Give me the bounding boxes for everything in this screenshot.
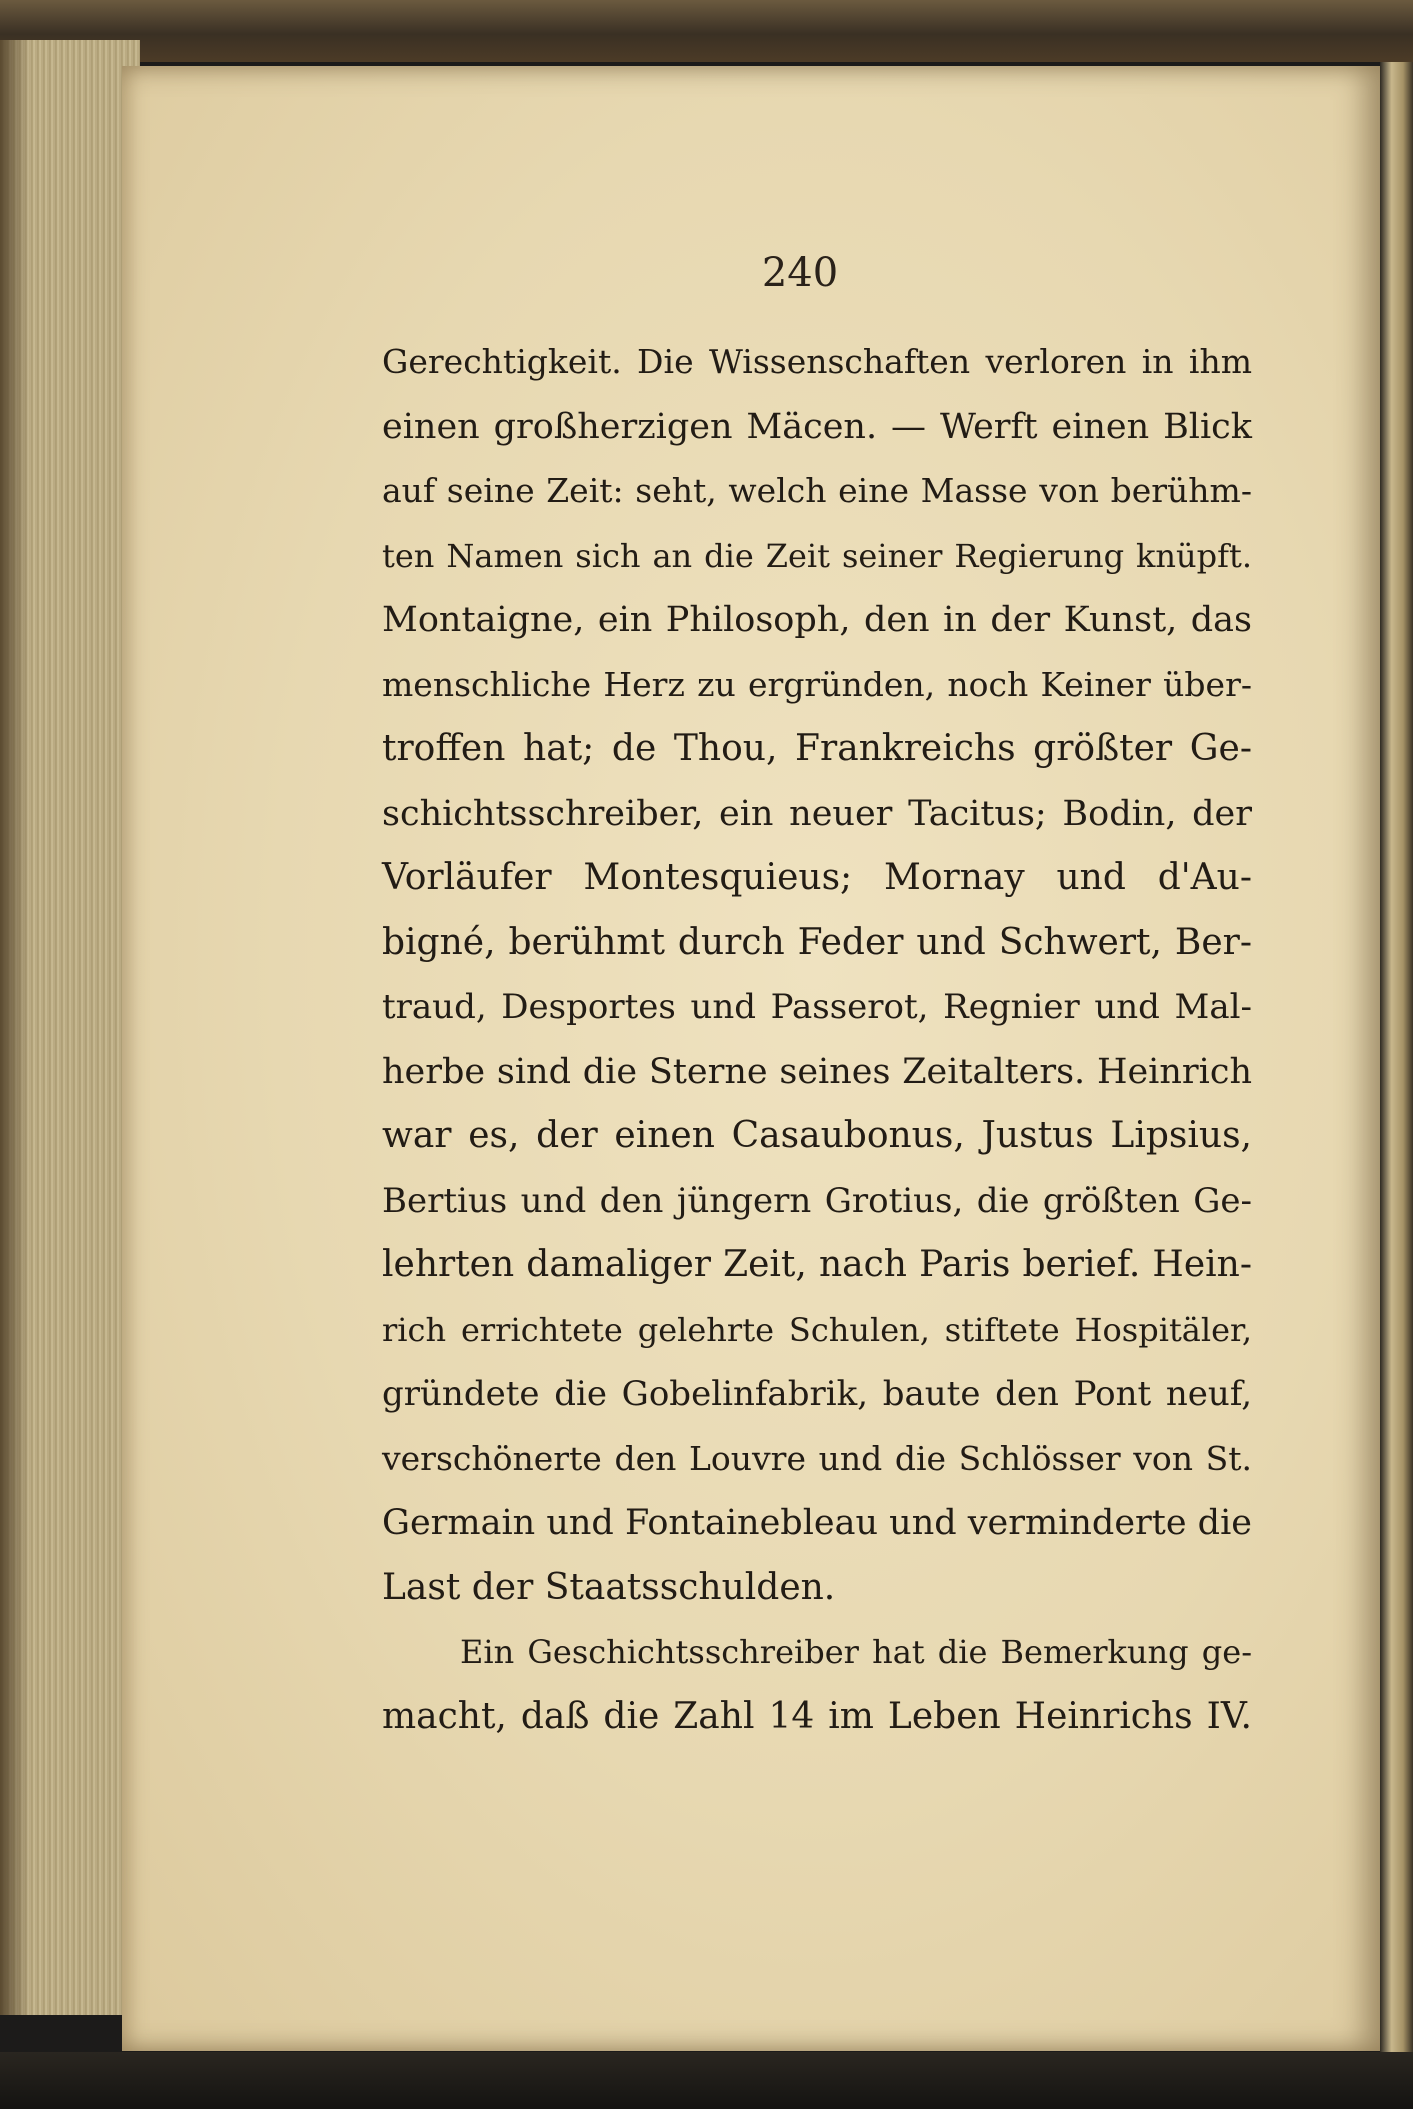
- page-number: 240: [761, 250, 839, 296]
- text-line: gründete die Gobelinfabrik, baute den Pont neuf,: [382, 1374, 1252, 1414]
- text-line: verschönerte den Louvre und die Schlösser von St.: [382, 1438, 1252, 1478]
- text-line: Germain und Fontainebleau und verminderte die: [382, 1503, 1252, 1543]
- text-line: menschliche Herz zu ergründen, noch Keiner über-: [382, 664, 1252, 704]
- text-line: einen großherzigen Mäcen. — Werft einen Blick: [382, 406, 1252, 447]
- text-line: troffen hat; de Thou, Frankreichs größter Ge-: [382, 728, 1252, 769]
- text-line: Last der Staatsschulden.: [382, 1566, 836, 1608]
- text-line: war es, der einen Casaubonus, Justus Lipsius,: [382, 1115, 1252, 1156]
- scan-background-top: [0, 0, 1413, 62]
- book-edge-shadow: [0, 40, 30, 2015]
- book-gutter: [1380, 62, 1413, 2052]
- text-line: ten Namen sich an die Zeit seiner Regierung knüpft.: [382, 536, 1252, 575]
- text-line: bigné, berühmt durch Feder und Schwert, Ber-: [382, 921, 1252, 963]
- text-line: Ein Geschichtsschreiber hat die Bemerkung ge-: [460, 1633, 1252, 1671]
- text-line: Vorläufer Montesquieus; Mornay und d'Au-: [382, 857, 1252, 898]
- text-line: macht, daß die Zahl 14 im Leben Heinrichs IV.: [382, 1695, 1252, 1737]
- text-line: Gerechtigkeit. Die Wissenschaften verloren in ihm: [382, 342, 1252, 381]
- text-line: Montaigne, ein Philosoph, den in der Kunst, das: [382, 600, 1252, 640]
- body-text: [382, 330, 1252, 1749]
- scan-background-bottom: [0, 2052, 1413, 2109]
- text-line: herbe sind die Sterne seines Zeitalters. Heinrich: [382, 1051, 1252, 1092]
- text-line: schichtsschreiber, ein neuer Tacitus; Bodin, der: [382, 793, 1252, 834]
- text-line: traud, Desportes und Passerot, Regnier und Mal-: [382, 987, 1252, 1027]
- text-line: auf seine Zeit: seht, welch eine Masse von berühm-: [382, 471, 1252, 510]
- text-line: Bertius und den jüngern Grotius, die größten Ge-: [382, 1180, 1252, 1221]
- text-line: rich errichtete gelehrte Schulen, stiftete Hospitäler,: [382, 1310, 1252, 1349]
- text-line: lehrten damaliger Zeit, nach Paris berief. Hein-: [382, 1244, 1252, 1285]
